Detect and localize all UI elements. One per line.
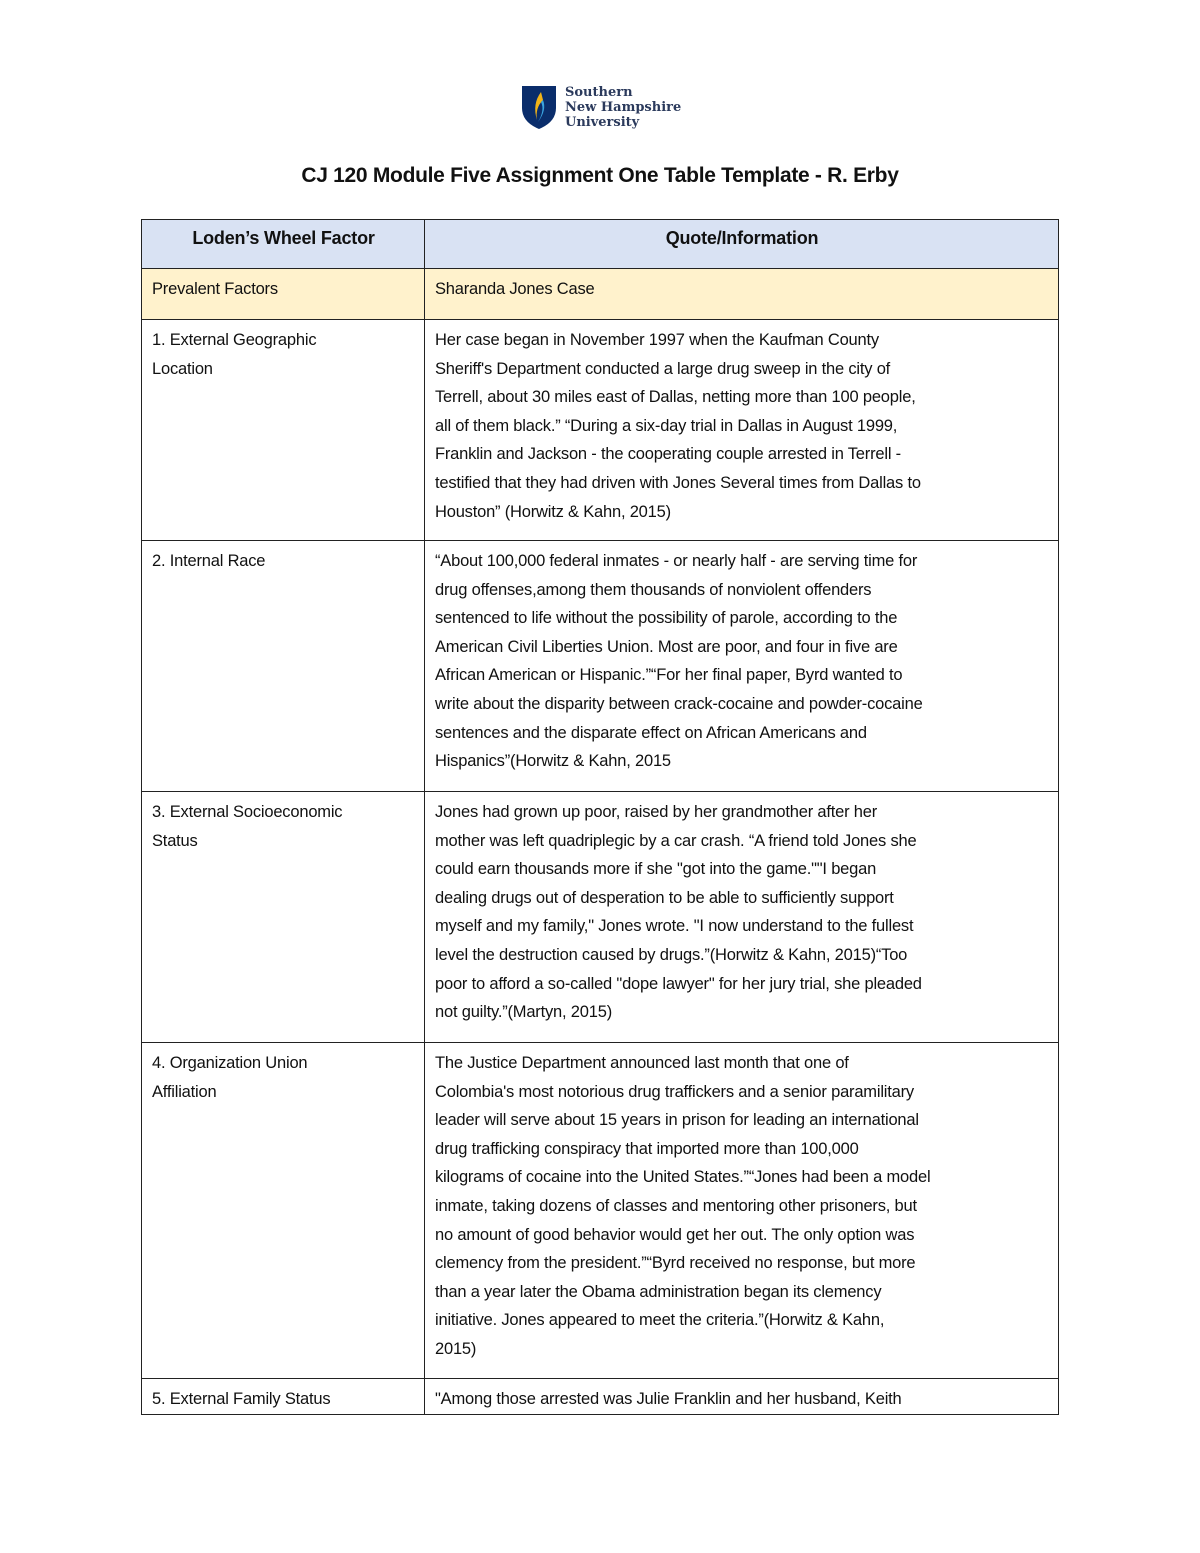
text-line: than a year later the Obama administration began its clemency	[435, 1282, 882, 1301]
logo-line-2: New Hampshire	[565, 99, 682, 115]
quote-cell	[425, 541, 1059, 792]
text-line: Houston” (Horwitz & Kahn, 2015)	[435, 502, 671, 521]
text-line: 5. External Family Status	[152, 1390, 331, 1408]
quote-cell	[425, 320, 1059, 541]
text-line: sentences and the disparate effect on African Americans and	[435, 723, 867, 742]
prevalent-row	[142, 269, 1059, 320]
text-line: testified that they had driven with Jones Several times from Dallas to	[435, 473, 921, 492]
text-line: inmate, taking dozens of classes and mentoring other prisoners, but	[435, 1196, 917, 1215]
table-row	[142, 320, 1059, 541]
text-line: Terrell, about 30 miles east of Dallas, netting more than 100 people,	[435, 388, 916, 407]
factor-cell	[142, 320, 425, 541]
text-line: 4. Organization Union	[152, 1054, 308, 1072]
text-line: The Justice Department announced last month that one of	[435, 1054, 849, 1072]
text-line: no amount of good behavior would get her out. The only option was	[435, 1225, 915, 1244]
text-line: Her case began in November 1997 when the Kaufman County	[435, 331, 879, 349]
text-line: could earn thousands more if she "got into the game.""I began	[435, 860, 877, 879]
logo-line-1: Southern	[565, 84, 633, 100]
factor-cell	[142, 1379, 425, 1415]
text-line: drug trafficking conspiracy that imported more than 100,000	[435, 1139, 859, 1158]
text-line: African American or Hispanic.”“For her final paper, Byrd wanted to	[435, 666, 903, 685]
text-line: Sheriff's Department conducted a large drug sweep in the city of	[435, 359, 891, 378]
text-line: 2015)	[435, 1339, 477, 1358]
text-line: dealing drugs out of desperation to be able to sufficiently support	[435, 888, 894, 907]
text-line: 1. External Geographic	[152, 331, 317, 349]
prevalent-info: Sharanda Jones Case	[425, 269, 1059, 320]
text-line: initiative. Jones appeared to meet the criteria.”(Horwitz & Kahn,	[435, 1311, 885, 1330]
header-quote: Quote/Information	[425, 220, 1059, 269]
factor-cell	[142, 541, 425, 792]
text-line: Franklin and Jackson - the cooperating couple arrested in Terrell -	[435, 445, 901, 464]
text-line: mother was left quadriplegic by a car crash. “A friend told Jones she	[435, 831, 917, 850]
text-line: “About 100,000 federal inmates - or nearly half - are serving time for	[435, 552, 918, 570]
text-line: Affiliation	[152, 1082, 217, 1101]
document-title: CJ 120 Module Five Assignment One Table Template - R. Erby	[301, 164, 899, 187]
text-line: drug offenses,among them thousands of nonviolent offenders	[435, 580, 872, 599]
logo-line-3: University	[565, 114, 640, 130]
table-header-row	[142, 220, 1059, 269]
text-line: sentenced to life without the possibility of parole, according to the	[435, 609, 898, 628]
snhu-logo	[521, 84, 681, 130]
table-row	[142, 1379, 1059, 1415]
text-line: 3. External Socioeconomic	[152, 803, 343, 821]
table-row	[142, 1043, 1059, 1379]
text-line: not guilty.”(Martyn, 2015)	[435, 1003, 612, 1022]
table-row	[142, 541, 1059, 792]
text-line: Location	[152, 359, 213, 378]
shield-icon	[521, 84, 557, 130]
text-line: poor to afford a so-called "dope lawyer" for her jury trial, she pleaded	[435, 974, 922, 993]
prevalent-factor: Prevalent Factors	[142, 269, 425, 320]
text-line: leader will serve about 15 years in prison for leading an international	[435, 1111, 919, 1130]
text-line: kilograms of cocaine into the United States.”“Jones had been a model	[435, 1168, 931, 1187]
text-line: all of them black.” “During a six-day trial in Dallas in August 1999,	[435, 416, 898, 435]
text-line: Colombia's most notorious drug traffickers and a senior paramilitary	[435, 1082, 914, 1101]
text-line: level the destruction caused by drugs.”(Horwitz & Kahn, 2015)“Too	[435, 945, 908, 964]
quote-cell	[425, 792, 1059, 1043]
factor-cell	[142, 792, 425, 1043]
text-line: write about the disparity between crack-cocaine and powder-cocaine	[435, 694, 923, 713]
text-line: American Civil Liberties Union. Most are poor, and four in five are	[435, 637, 898, 656]
quote-cell	[425, 1379, 1059, 1415]
text-line: Status	[152, 831, 198, 850]
text-line: Jones had grown up poor, raised by her grandmother after her	[435, 803, 878, 821]
factor-cell	[142, 1043, 425, 1379]
text-line: myself and my family," Jones wrote. "I now understand to the fullest	[435, 917, 914, 936]
header-factor: Loden’s Wheel Factor	[142, 220, 425, 269]
text-line: Hispanics”(Horwitz & Kahn, 2015	[435, 752, 671, 771]
text-line: 2. Internal Race	[152, 552, 266, 570]
text-line: clemency from the president.”“Byrd received no response, but more	[435, 1254, 916, 1273]
table-row	[142, 792, 1059, 1043]
quote-cell	[425, 1043, 1059, 1379]
text-line: "Among those arrested was Julie Franklin and her husband, Keith	[435, 1390, 902, 1408]
lodens-wheel-table	[141, 219, 1059, 1415]
